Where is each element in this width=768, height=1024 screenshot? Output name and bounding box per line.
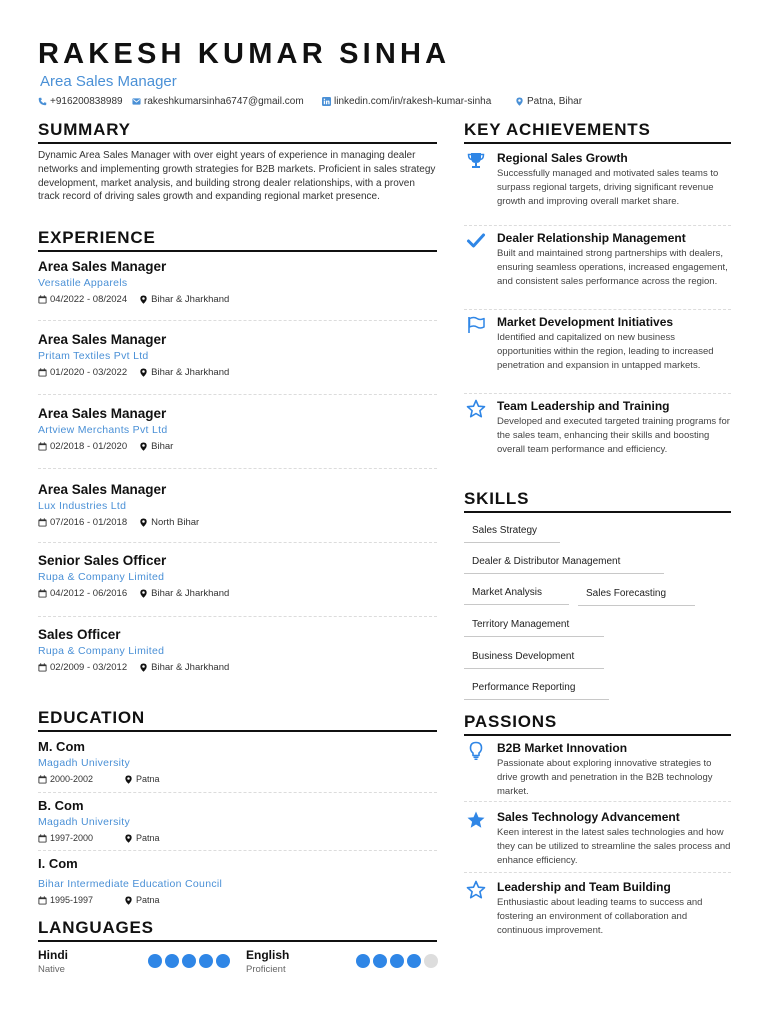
job-title: Area Sales Manager [38, 482, 167, 497]
trophy-icon [466, 151, 486, 171]
star-outline-icon [466, 880, 486, 900]
calendar-icon [38, 368, 47, 377]
divider [464, 872, 731, 873]
lightbulb-icon [466, 741, 486, 761]
rating-dot-empty [424, 954, 438, 968]
divider [464, 801, 731, 802]
achievement-desc: Built and maintained strong partnerships with dealers, ensuring seamless operations, increased engagement, and consistent sales performance across the region. [497, 248, 728, 287]
rating-dot-filled [182, 954, 196, 968]
achievement-title: Market Development Initiatives [497, 315, 674, 329]
languages-section [38, 918, 437, 978]
calendar-icon [38, 834, 47, 843]
calendar-icon [38, 775, 47, 784]
job-dates: 04/2022 - 08/2024 [50, 294, 128, 305]
school-name: Magadh University [38, 757, 131, 769]
flag-icon [466, 315, 486, 335]
job-entry [38, 553, 437, 599]
skills-section [464, 489, 731, 709]
job-company: Artview Merchants Pvt Ltd [38, 424, 168, 436]
checkmark-icon [466, 231, 486, 251]
skill-tag: Business Development [464, 651, 604, 669]
location-icon [139, 368, 148, 377]
summary-heading: SUMMARY [38, 120, 437, 144]
skill-tag: Performance Reporting [464, 682, 609, 700]
divider [38, 850, 437, 851]
education-dates: 2000-2002 [50, 774, 94, 784]
job-location: Bihar & Jharkhand [151, 588, 230, 599]
rating-dot-filled [407, 954, 421, 968]
achievement-title: Regional Sales Growth [497, 151, 628, 165]
divider [38, 792, 437, 793]
skill-tag: Sales Forecasting [578, 588, 695, 606]
job-title: Sales Officer [38, 627, 121, 642]
phone-icon [38, 97, 47, 106]
rating-dot-filled [148, 954, 162, 968]
skill-tag: Dealer & Distributor Management [464, 556, 664, 574]
passions-section [464, 712, 731, 952]
job-dates: 04/2012 - 06/2016 [50, 588, 128, 599]
rating-dot-filled [199, 954, 213, 968]
candidate-name: RAKESH KUMAR SINHA [38, 38, 451, 70]
job-dates: 02/2018 - 01/2020 [50, 441, 128, 452]
location-icon [124, 775, 133, 784]
location-icon [124, 834, 133, 843]
skill-tag: Sales Strategy [464, 525, 560, 543]
degree-title: B. Com [38, 798, 84, 813]
job-entry [38, 259, 437, 305]
achievement-title: Dealer Relationship Management [497, 231, 686, 245]
passions-heading: PASSIONS [464, 712, 731, 736]
divider [38, 320, 437, 321]
job-title: Area Sales Manager [38, 259, 167, 274]
languages-heading: LANGUAGES [38, 918, 437, 942]
location-icon [139, 589, 148, 598]
achievement-desc: Identified and capitalized on new business opportunities within the region, leading to increased penetration and expansion in untapped markets. [497, 332, 714, 371]
calendar-icon [38, 663, 47, 672]
rating-dot-filled [373, 954, 387, 968]
contact-location [515, 96, 582, 107]
passion-desc: Enthusiastic about leading teams to success and fostering an environment of collaboration and continuous improvement. [497, 897, 703, 936]
divider [38, 542, 437, 543]
divider [38, 394, 437, 395]
job-location: Bihar & Jharkhand [151, 662, 230, 673]
star-outline-icon [466, 399, 486, 419]
education-location: Patna [136, 833, 160, 843]
skill-tag: Market Analysis [464, 587, 569, 605]
language-name: Hindi [38, 948, 68, 962]
divider [38, 468, 437, 469]
summary-text: Dynamic Area Sales Manager with over eight years of experience in managing dealer networks and implementing growth strategies for B2B markets. Proficient in sales strategy development, market analysis, and building strong dealer relationships, with a proven track record of driving sales growth and expanding regional market presence. [38, 150, 436, 203]
achievements-section [464, 120, 731, 480]
email-text: rakeshkumarsinha6747@gmail.com [144, 96, 304, 107]
linkedin-text: linkedin.com/in/rakesh-kumar-sinha [334, 96, 492, 107]
language-rating [356, 954, 438, 968]
achievement-desc: Successfully managed and motivated sales teams to surpass regional targets, driving significant revenue growth and improving overall market share. [497, 168, 719, 207]
calendar-icon [38, 896, 47, 905]
achievement-desc: Developed and executed targeted training programs for the sales team, enhancing their skills and boosting overall team performance and efficiency. [497, 416, 730, 455]
passion-desc: Passionate about exploring innovative strategies to drive growth and penetration in the B2B technology market. [497, 758, 713, 797]
location-icon [139, 518, 148, 527]
school-name: Bihar Intermediate Education Council [38, 878, 223, 890]
rating-dot-filled [390, 954, 404, 968]
job-title: Area Sales Manager [38, 406, 167, 421]
rating-dot-filled [356, 954, 370, 968]
education-location: Patna [136, 774, 160, 784]
degree-title: I. Com [38, 856, 78, 871]
job-dates: 07/2016 - 01/2018 [50, 517, 128, 528]
education-entry [38, 856, 437, 905]
job-title: Senior Sales Officer [38, 553, 167, 568]
location-icon [139, 442, 148, 451]
contact-email[interactable] [132, 96, 304, 107]
passion-title: Sales Technology Advancement [497, 810, 680, 824]
education-heading: EDUCATION [38, 708, 437, 732]
location-icon [139, 295, 148, 304]
job-location: Bihar & Jharkhand [151, 367, 230, 378]
contact-linkedin[interactable] [322, 96, 491, 107]
job-location: Bihar & Jharkhand [151, 294, 230, 305]
language-rating [148, 954, 230, 968]
language-item [38, 948, 68, 975]
education-entry [38, 739, 437, 784]
achievements-heading: KEY ACHIEVEMENTS [464, 120, 731, 144]
candidate-title: Area Sales Manager [40, 73, 177, 90]
job-entry [38, 627, 437, 673]
job-entry [38, 332, 437, 378]
divider [464, 225, 731, 226]
skills-heading: SKILLS [464, 489, 731, 513]
job-location: North Bihar [151, 517, 200, 528]
job-dates: 01/2020 - 03/2022 [50, 367, 128, 378]
achievement-title: Team Leadership and Training [497, 399, 670, 413]
education-location: Patna [136, 895, 160, 905]
passion-title: Leadership and Team Building [497, 880, 671, 894]
language-item [246, 948, 289, 975]
job-company: Versatile Apparels [38, 277, 128, 289]
star-filled-icon [466, 810, 486, 830]
school-name: Magadh University [38, 816, 131, 828]
job-entry [38, 482, 437, 528]
rating-dot-filled [216, 954, 230, 968]
location-icon [124, 896, 133, 905]
divider [464, 393, 731, 394]
education-entry [38, 798, 437, 843]
calendar-icon [38, 589, 47, 598]
contact-phone[interactable] [38, 96, 123, 107]
job-company: Rupa & Company Limited [38, 571, 165, 583]
calendar-icon [38, 442, 47, 451]
phone-text: +916200838989 [50, 96, 123, 107]
job-entry [38, 406, 437, 452]
passion-title: B2B Market Innovation [497, 741, 628, 755]
job-company: Pritam Textiles Pvt Ltd [38, 350, 149, 362]
language-level: Proficient [246, 964, 286, 975]
education-dates: 1995-1997 [50, 895, 94, 905]
language-level: Native [38, 964, 65, 975]
passion-desc: Keen interest in the latest sales technologies and how they can be utilized to streamline the sales process and enhance efficiency. [497, 827, 731, 866]
summary-section [38, 120, 437, 204]
divider [38, 616, 437, 617]
divider [464, 309, 731, 310]
location-icon [139, 663, 148, 672]
education-dates: 1997-2000 [50, 833, 94, 843]
job-dates: 02/2009 - 03/2012 [50, 662, 128, 673]
location-text: Patna, Bihar [527, 96, 583, 107]
degree-title: M. Com [38, 739, 85, 754]
job-company: Lux Industries Ltd [38, 500, 127, 512]
location-icon [515, 97, 524, 106]
email-icon [132, 97, 141, 106]
linkedin-icon [322, 97, 331, 106]
job-company: Rupa & Company Limited [38, 645, 165, 657]
language-name: English [246, 948, 290, 962]
education-section [38, 708, 437, 918]
calendar-icon [38, 518, 47, 527]
job-location: Bihar [151, 441, 174, 452]
job-title: Area Sales Manager [38, 332, 167, 347]
contact-bar [38, 96, 738, 110]
skill-tag: Territory Management [464, 619, 604, 637]
rating-dot-filled [165, 954, 179, 968]
experience-heading: EXPERIENCE [38, 228, 437, 252]
calendar-icon [38, 295, 47, 304]
